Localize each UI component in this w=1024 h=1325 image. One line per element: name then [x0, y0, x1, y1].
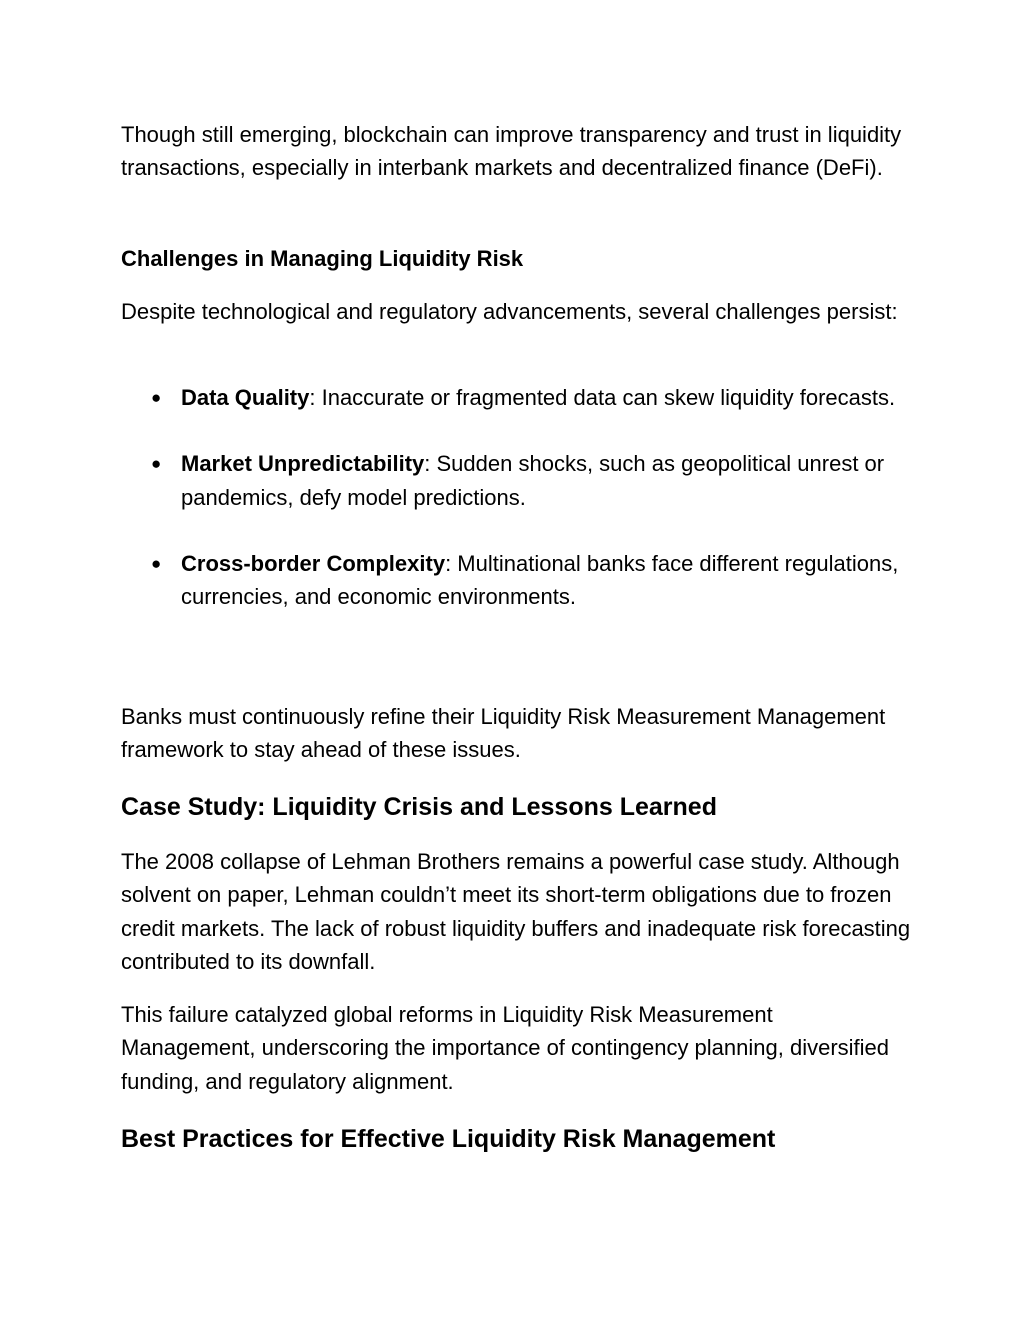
- list-item: [121, 547, 911, 614]
- list-item-term: Market Unpredictability: [181, 451, 425, 477]
- list-item-text: : Inaccurate or fragmented data can skew liquidity forecasts.: [309, 385, 896, 410]
- list-item-term: Data Quality: [181, 385, 310, 410]
- challenges-heading: Challenges in Managing Liquidity Risk: [121, 246, 524, 271]
- list-item-text: : Sudden shocks, such as geopolitical unrest or pandemics, defy model predictions.: [181, 451, 885, 510]
- list-item: [121, 381, 911, 414]
- best-practices-heading: Best Practices for Effective Liquidity Risk Management: [121, 1125, 776, 1153]
- case-study-paragraph-2: This failure catalyzed global reforms in Liquidity Risk Measurement Management, underscoring the importance of contingency planning, diversified funding, and regulatory alignment.: [121, 1002, 890, 1094]
- list-item-text: : Multinational banks face different regulations, currencies, and economic environments.: [181, 550, 899, 610]
- challenges-list: [121, 381, 911, 646]
- challenges-intro: Despite technological and regulatory advancements, several challenges persist:: [121, 299, 898, 324]
- case-study-paragraph-1: The 2008 collapse of Lehman Brothers remains a powerful case study. Although solvent on paper, Lehman couldn’t meet its short-term obligations due to frozen credit markets. The lack of robust liquidity buffers and inadequate risk forecasting contributed to its downfall.: [121, 849, 911, 974]
- list-item-term: Cross-border Complexity: [181, 550, 446, 576]
- challenges-conclusion: Banks must continuously refine their Liquidity Risk Measurement Management framework to stay ahead of these issues.: [121, 704, 886, 763]
- bullet-icon: ●: [151, 388, 162, 407]
- list-item: [121, 447, 911, 514]
- intro-paragraph: Though still emerging, blockchain can improve transparency and trust in liquidity transactions, especially in interbank markets and decentralized finance (DeFi).: [121, 122, 902, 181]
- bullet-icon: ●: [151, 454, 162, 474]
- bullet-icon: ●: [151, 553, 162, 573]
- case-study-heading: Case Study: Liquidity Crisis and Lessons Learned: [121, 793, 717, 821]
